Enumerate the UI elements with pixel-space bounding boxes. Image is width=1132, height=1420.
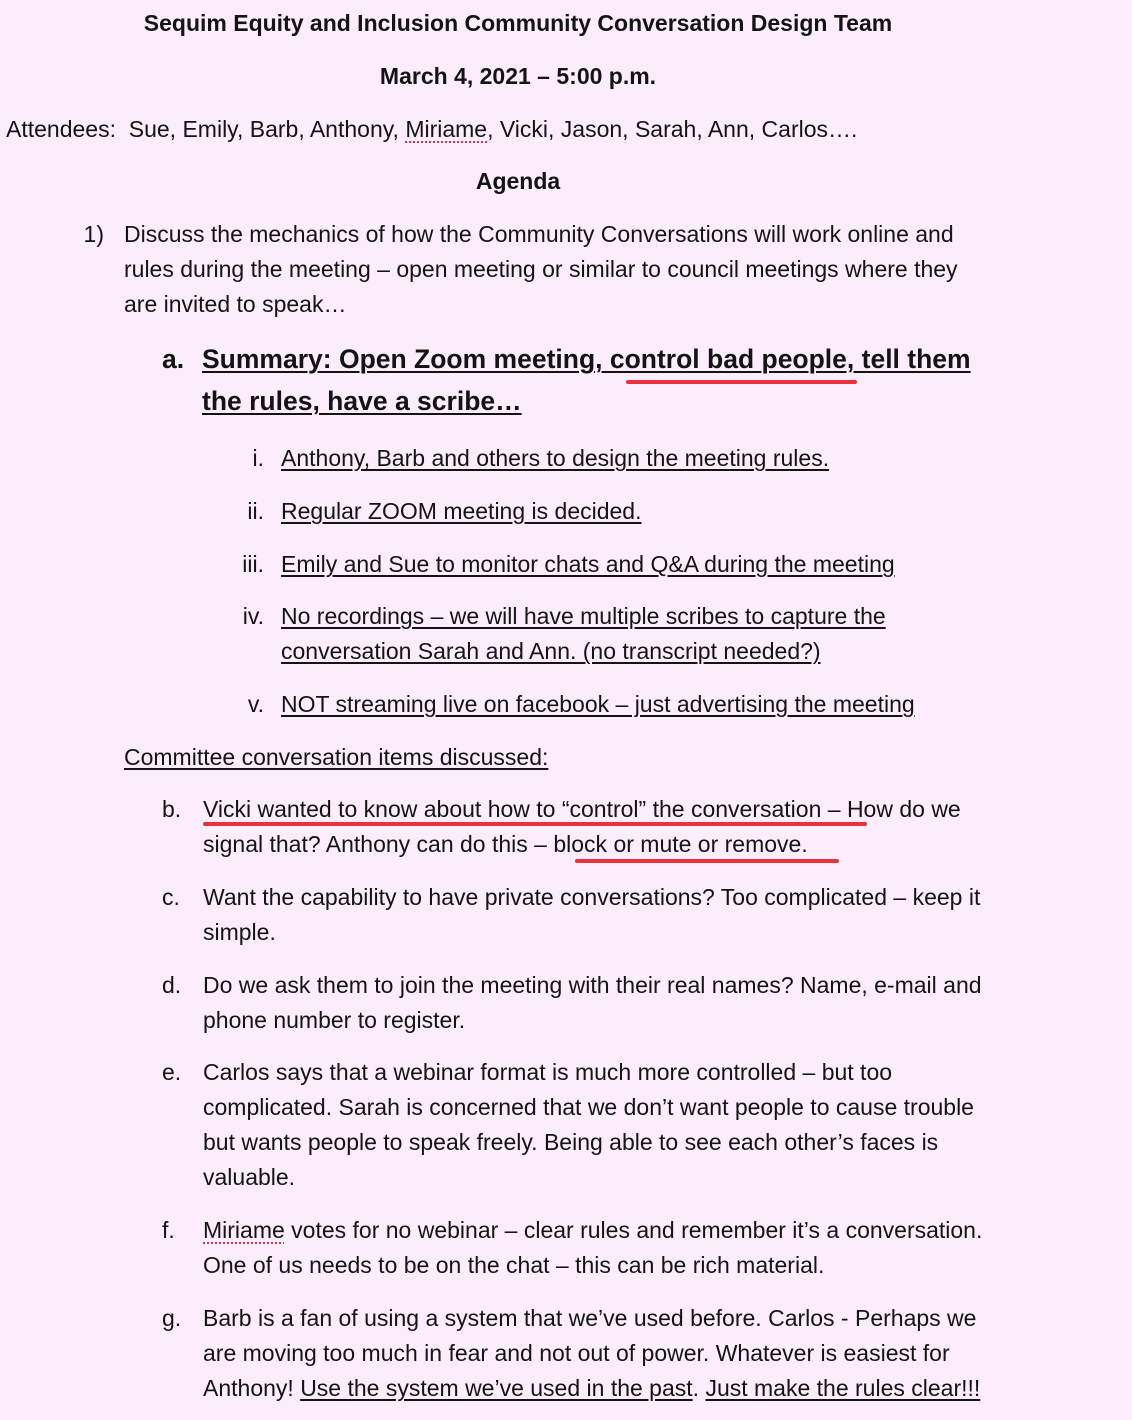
item-b-line-2 [203,831,808,858]
item-g-line-2: are moving too much in fear and not out of power. Whatever is easiest for [203,1340,950,1366]
subitem-line: No recordings – we will have multiple scribes to capture the [281,603,886,629]
subitem-marker: iv. [242,603,264,629]
item-f-line-1-rest: votes for no webinar – clear rules and remember it’s a conversation. [284,1217,983,1243]
item-1-line-1: Discuss the mechanics of how the Community Conversations will work online and [124,221,954,247]
item-g-separator: . [692,1375,706,1401]
subitem-marker: i. [252,445,264,471]
item-f-line-2: One of us needs to be on the chat – this can be rich material. [203,1252,825,1278]
item-b-block-phrase: block or mute or remove [553,831,802,857]
item-e-marker: e. [162,1059,182,1085]
item-d-line-1: Do we ask them to join the meeting with their real names? Name, e-mail and [203,972,982,998]
item-c-line-2: simple. [203,919,276,945]
attendees-list-part1: Sue, Emily, Barb, Anthony, [128,116,406,142]
item-c-line-1: Want the capability to have private conversations? Too complicated – keep it [203,884,981,910]
item-f-misspelled-name: Miriame [203,1217,285,1243]
item-g-use-system: Use the system we’ve used in the past [300,1375,693,1401]
item-f-marker: f. [162,1217,175,1243]
item-e-line-4: valuable. [203,1164,296,1190]
red-annotation-underline [626,380,857,384]
attendees-line [6,116,857,143]
item-d-line-2: phone number to register. [203,1007,466,1033]
item-d-marker: d. [162,972,182,998]
attendee-misspelled-name: Miriame [405,116,488,142]
subitem-line: Regular ZOOM meeting is decided. [281,498,642,524]
agenda-heading: Agenda [475,168,561,194]
attendees-list-part2: , Vicki, Jason, Sarah, Ann, Carlos…. [487,116,858,142]
item-g-line-3-start: Anthony! [203,1375,301,1401]
subitem-marker: v. [247,691,264,717]
red-annotation-underline [575,859,839,863]
item-g-line-3 [203,1375,980,1402]
item-c-marker: c. [162,884,180,910]
item-b-line-2-start: signal that? Anthony can do this – [203,831,554,857]
item-g-marker: g. [162,1305,182,1331]
summary-marker: a. [162,344,185,374]
subitem-marker: iii. [242,551,264,577]
committee-heading: Committee conversation items discussed: [124,744,549,770]
item-e-line-3: but wants people to speak freely. Being able to see each other’s faces is [203,1129,939,1155]
subitem-line: conversation Sarah and Ann. (no transcript needed?) [281,638,821,664]
subitem-marker: ii. [247,498,264,524]
item-b-line-1-rest: – How do we [821,796,961,822]
attendees-label: Attendees: [6,116,116,142]
subitem-line: Anthony, Barb and others to design the meeting rules. [281,445,830,471]
item-g-line-1: Barb is a fan of using a system that we’ve used before. Carlos - Perhaps we [203,1305,977,1331]
summary-line-2: the rules, have a scribe… [202,386,522,416]
item-b-line-1 [203,796,961,823]
item-1-number: 1) [83,221,104,247]
meeting-date: March 4, 2021 – 5:00 p.m. [379,63,657,89]
item-g-rules-clear: Just make the rules clear!!! [705,1375,981,1401]
document-title: Sequim Equity and Inclusion Community Conversation Design Team [143,10,893,36]
item-f-line-1 [203,1217,982,1244]
item-e-line-1: Carlos says that a webinar format is much more controlled – but too [203,1059,893,1085]
item-b-period: . [801,831,808,857]
subitem-line: NOT streaming live on facebook – just advertising the meeting [281,691,915,717]
red-annotation-underline [203,822,867,826]
subitem-line: Emily and Sue to monitor chats and Q&A during the meeting [281,551,895,577]
item-1-line-3: are invited to speak… [124,291,347,317]
summary-line-1: Summary: Open Zoom meeting, control bad people, tell them [202,344,971,374]
item-e-line-2: complicated. Sarah is concerned that we don’t want people to cause trouble [203,1094,974,1120]
item-b-marker: b. [162,796,182,822]
item-b-vicki-quote: Vicki wanted to know about how to “control” the conversation [203,796,822,822]
item-1-line-2: rules during the meeting – open meeting or similar to council meetings where they [124,256,958,282]
